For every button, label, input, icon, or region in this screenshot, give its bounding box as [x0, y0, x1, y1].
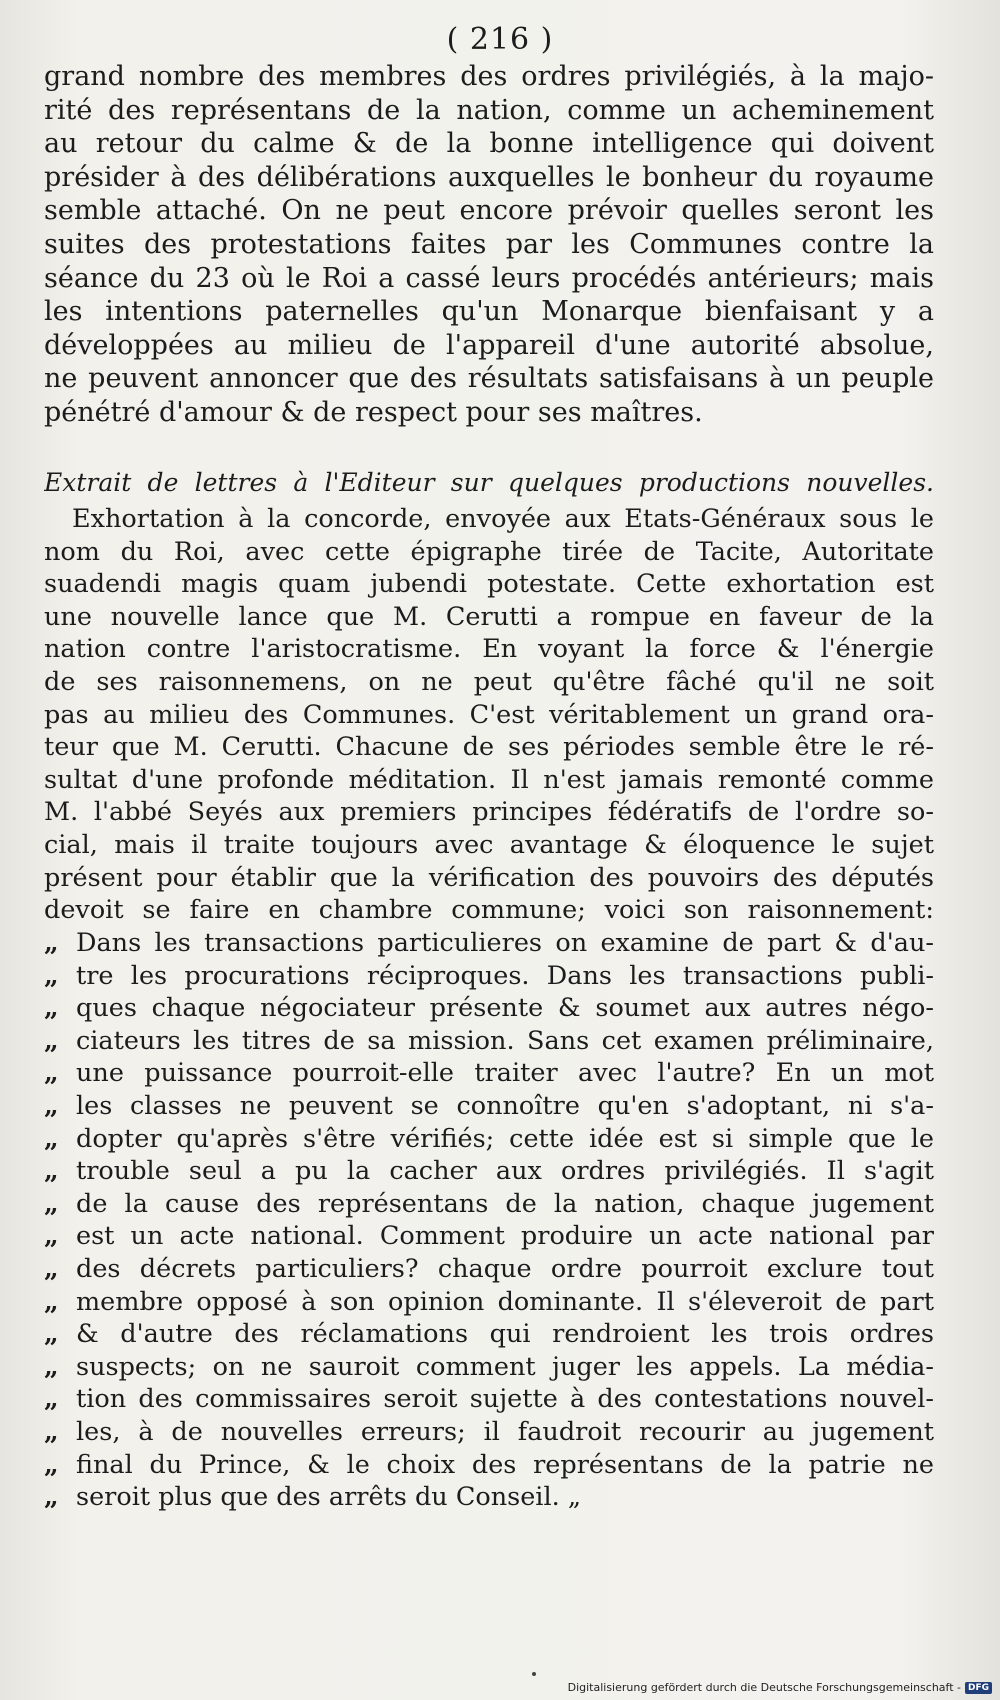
- quote-mark: „: [44, 960, 59, 991]
- extract-line: présent pour établir que la vérification des pouvoirs des députés: [44, 862, 934, 893]
- extract-line: teur que M. Cerutti. Chacune de ses périodes semble être le ré-: [44, 732, 934, 763]
- quote-line: [44, 1220, 934, 1253]
- extract-paragraph: [44, 503, 934, 927]
- quote-text: Dans les transactions particulieres on examine de part & d'au-: [76, 928, 934, 958]
- quote-line: [44, 927, 934, 960]
- quote-line: [44, 1188, 934, 1221]
- paragraph-line: semble attaché. On ne peut encore prévoir quelles seront les: [44, 195, 934, 227]
- paragraph-line: rité des représentans de la nation, comme un acheminement: [44, 94, 934, 126]
- paragraph-line: ne peuvent annoncer que des résultats satisfaisans à un peuple: [44, 363, 934, 395]
- paragraph-line: suites des protestations faites par les Communes contre la: [44, 228, 934, 260]
- extract-line: pas au milieu des Communes. C'est véritablement un grand ora-: [44, 699, 934, 730]
- quote-line: [44, 1481, 934, 1514]
- quote-mark: „: [44, 1025, 59, 1056]
- quote-text: tre les procurations réciproques. Dans les transactions publi-: [76, 960, 934, 991]
- quote-mark: „: [44, 1482, 59, 1513]
- extract-line: sultat d'une profonde méditation. Il n'est jamais remonté comme: [44, 764, 934, 795]
- digitization-footer: [568, 1681, 992, 1694]
- extract-line: Exhortation à la concorde, envoyée aux Etats-Généraux sous le: [72, 504, 934, 534]
- quote-line: [44, 1057, 934, 1090]
- quote-text: tion des commissaires seroit sujette à des contestations nouvel-: [76, 1384, 934, 1415]
- quote-mark: „: [44, 1058, 59, 1089]
- paragraph-line: les intentions paternelles qu'un Monarque bienfaisant y a: [44, 296, 934, 328]
- quote-mark: „: [44, 1156, 59, 1187]
- quote-text: ques chaque négociateur présente & soumet aux autres négo-: [76, 993, 934, 1024]
- extract-line: devoit se faire en chambre commune; voici son raisonnement:: [44, 895, 934, 926]
- paragraph-line: au retour du calme & de la bonne intelligence qui doivent: [44, 128, 934, 160]
- quote-mark: „: [44, 993, 59, 1024]
- quote-line: [44, 992, 934, 1025]
- paragraph-line: présider à des délibérations auxquelles le bonheur du royaume: [44, 161, 934, 193]
- quote-mark: „: [44, 1090, 59, 1121]
- quote-mark: „: [44, 1319, 59, 1350]
- quote-text: est un acte national. Comment produire un acte national par: [76, 1221, 934, 1252]
- quote-text: membre opposé à son opinion dominante. Il s'éleveroit de part: [76, 1286, 934, 1317]
- opening-paragraph: [44, 60, 934, 430]
- quote-line: [44, 1090, 934, 1123]
- quote-line: [44, 1416, 934, 1449]
- quote-text: suspects; on ne sauroit comment juger les appels. La média-: [76, 1351, 934, 1382]
- quote-line: [44, 1253, 934, 1286]
- quote-mark: „: [44, 928, 59, 958]
- quote-mark: „: [44, 1188, 59, 1219]
- paragraph-line: développées au milieu de l'appareil d'une autorité absolue,: [44, 329, 934, 361]
- quote-text: des décrets particuliers? chaque ordre pourroit exclure tout: [76, 1253, 934, 1284]
- quote-mark: „: [44, 1221, 59, 1252]
- quote-line: [44, 1318, 934, 1351]
- extract-line: nation contre l'aristocratisme. En voyant la force & l'énergie: [44, 634, 934, 665]
- quotation-block: [44, 927, 934, 1514]
- paragraph-line: grand nombre des membres des ordres privilégiés, à la majo-: [44, 61, 934, 92]
- quote-text: trouble seul a pu la cacher aux ordres privilégiés. Il s'agit: [76, 1156, 934, 1187]
- quote-line: [44, 1025, 934, 1058]
- paragraph-line: séance du 23 où le Roi a cassé leurs procédés antérieurs; mais: [44, 262, 934, 294]
- quote-mark: „: [44, 1351, 59, 1382]
- quote-text: les, à de nouvelles erreurs; il faudroit recourir au jugement: [76, 1416, 934, 1447]
- page-number: ( 216 ): [446, 22, 554, 57]
- quote-text: les classes ne peuvent se connoître qu'en s'adoptant, ni s'a-: [76, 1090, 934, 1121]
- quote-line: [44, 1351, 934, 1384]
- quote-mark: „: [44, 1286, 59, 1317]
- quote-text: dopter qu'après s'être vérifiés; cette idée est si simple que le: [76, 1123, 934, 1154]
- quote-text: seroit plus que des arrêts du Conseil. „: [76, 1482, 582, 1513]
- footer-text: Digitalisierung gefördert durch die Deutsche Forschungsgemeinschaft -: [567, 1681, 961, 1694]
- quote-text: & d'autre des réclamations qui rendroient les trois ordres: [76, 1319, 934, 1350]
- dfg-logo: DFG: [965, 1682, 992, 1694]
- quote-mark: „: [44, 1253, 59, 1284]
- quote-mark: „: [44, 1123, 59, 1154]
- quote-mark: „: [44, 1384, 59, 1415]
- quote-text: final du Prince, & le choix des représentans de la patrie ne: [76, 1449, 934, 1480]
- quote-line: [44, 1449, 934, 1482]
- extract-line: M. l'abbé Seyés aux premiers principes fédératifs de l'ordre so-: [44, 797, 934, 828]
- quote-text: une puissance pourroit-elle traiter avec l'autre? En un mot: [76, 1058, 934, 1089]
- extract-line: cial, mais il traite toujours avec avantage & éloquence le sujet: [44, 829, 934, 860]
- section-title: Extrait de lettres à l'Editeur sur quelques productions nouvelles.: [44, 468, 934, 497]
- paragraph-line: pénétré d'amour & de respect pour ses maîtres.: [44, 396, 703, 428]
- quote-text: de la cause des représentans de la nation, chaque jugement: [76, 1188, 934, 1219]
- extract-line: une nouvelle lance que M. Cerutti a rompue en faveur de la: [44, 601, 934, 632]
- quote-mark: „: [44, 1416, 59, 1447]
- quote-line: [44, 960, 934, 993]
- quote-mark: „: [44, 1449, 59, 1480]
- quote-line: [44, 1286, 934, 1319]
- extract-line: nom du Roi, avec cette épigraphe tirée de Tacite, Autoritate: [44, 536, 934, 567]
- extract-line: suadendi magis quam jubendi potestate. Cette exhortation est: [44, 569, 934, 600]
- section-heading: [44, 466, 934, 499]
- quote-line: [44, 1155, 934, 1188]
- extract-line: de ses raisonnemens, on ne peut qu'être fâché qu'il ne soit: [44, 666, 934, 697]
- quote-text: ciateurs les titres de sa mission. Sans cet examen préliminaire,: [76, 1025, 934, 1056]
- ink-dot: [532, 1672, 536, 1676]
- quote-line: [44, 1383, 934, 1416]
- quote-line: [44, 1123, 934, 1156]
